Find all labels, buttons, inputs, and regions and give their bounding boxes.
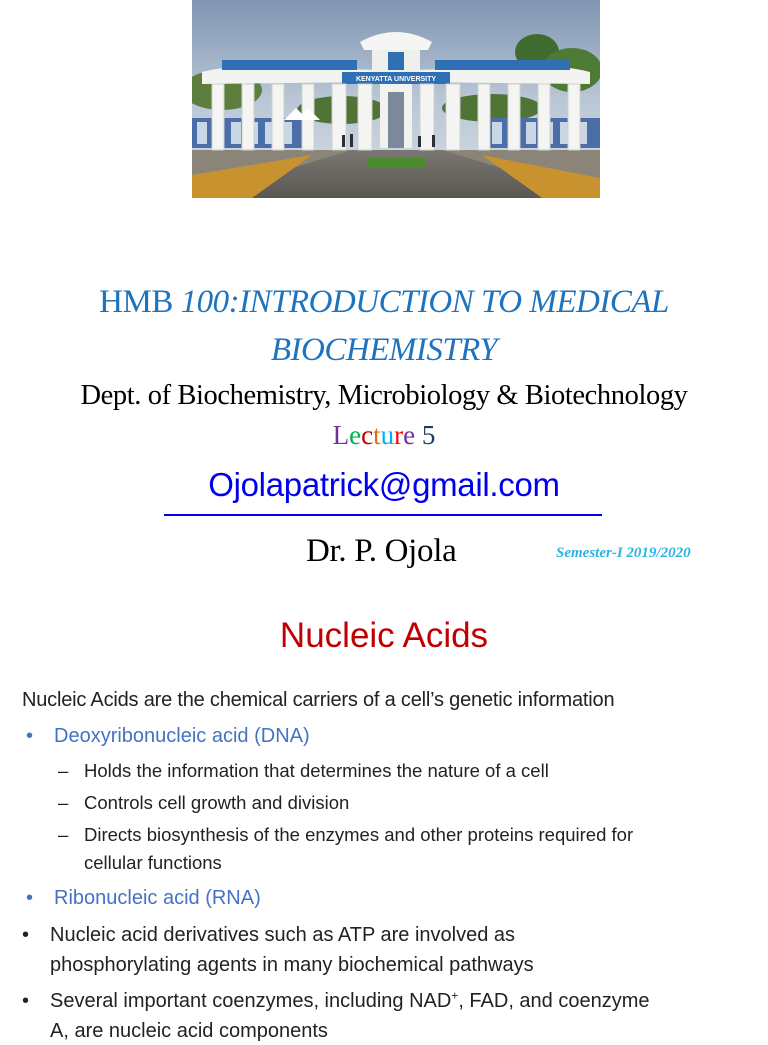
gate-sign-text: KENYATTA UNIVERSITY bbox=[355, 76, 437, 83]
lecture-letter: c bbox=[361, 420, 374, 450]
dash-icon: – bbox=[58, 760, 69, 781]
intro-text: Nucleic Acids are the chemical carriers of a cell’s genetic information bbox=[22, 689, 615, 711]
rna-heading: Ribonucleic acid (RNA) bbox=[54, 887, 261, 909]
nucleic-acids-slide: Nucleic Acids Nucleic Acids are the chemical carriers of a cell’s genetic information • Deoxyribonucleic acid (DNA) – Holds the information that determines the nature of a cell – Controls cell growth and division – Directs biosynthesis of the enzymes and other proteins required for cellular functions • Ribonucleic acid (RNA) • Nucleic acid derivatives such as ATP are involved as phosphorylating agents in many biochemical pathways • Several important coenzymes, including NAD+, FAD, and coenzyme A, are nucleic acid components bbox=[0, 584, 768, 1024]
dna-heading: Deoxyribonucleic acid (DNA) bbox=[54, 725, 310, 747]
lecture-letter: r bbox=[394, 420, 404, 450]
bullet-icon: • bbox=[26, 887, 34, 909]
lecture-letter bbox=[415, 420, 422, 450]
lecture-letter: e bbox=[403, 420, 416, 450]
department-name: Dept. of Biochemistry, Microbiology & Biotechnology bbox=[80, 380, 688, 411]
course-name: 100:INTRODUCTION TO MEDICAL bbox=[180, 284, 669, 320]
semester-label: Semester-I 2019/2020 bbox=[556, 545, 691, 561]
bullet-icon: • bbox=[22, 924, 30, 946]
author-email-link[interactable]: Ojolapatrick@gmail.com bbox=[208, 466, 560, 503]
dash-icon: – bbox=[58, 792, 69, 813]
bullet-icon: • bbox=[22, 990, 30, 1012]
lecture-letter: 5 bbox=[421, 420, 436, 450]
course-code: HMB bbox=[99, 284, 173, 320]
course-title-line-2: BIOCHEMISTRY bbox=[270, 332, 498, 368]
author-name: Dr. P. Ojola bbox=[306, 533, 457, 569]
lecture-letter: L bbox=[332, 420, 350, 450]
lecture-number bbox=[0, 418, 768, 452]
email-underline bbox=[164, 514, 602, 516]
slide-title: Nucleic Acids bbox=[279, 616, 489, 655]
university-gate-photo bbox=[192, 0, 600, 198]
bullet-icon: • bbox=[26, 725, 34, 747]
course-title-line-1 bbox=[0, 282, 768, 322]
lecture-letter: e bbox=[349, 420, 362, 450]
dash-icon: – bbox=[58, 824, 69, 845]
lecture-letter: t bbox=[373, 420, 381, 450]
lecture-letter: u bbox=[380, 420, 395, 450]
